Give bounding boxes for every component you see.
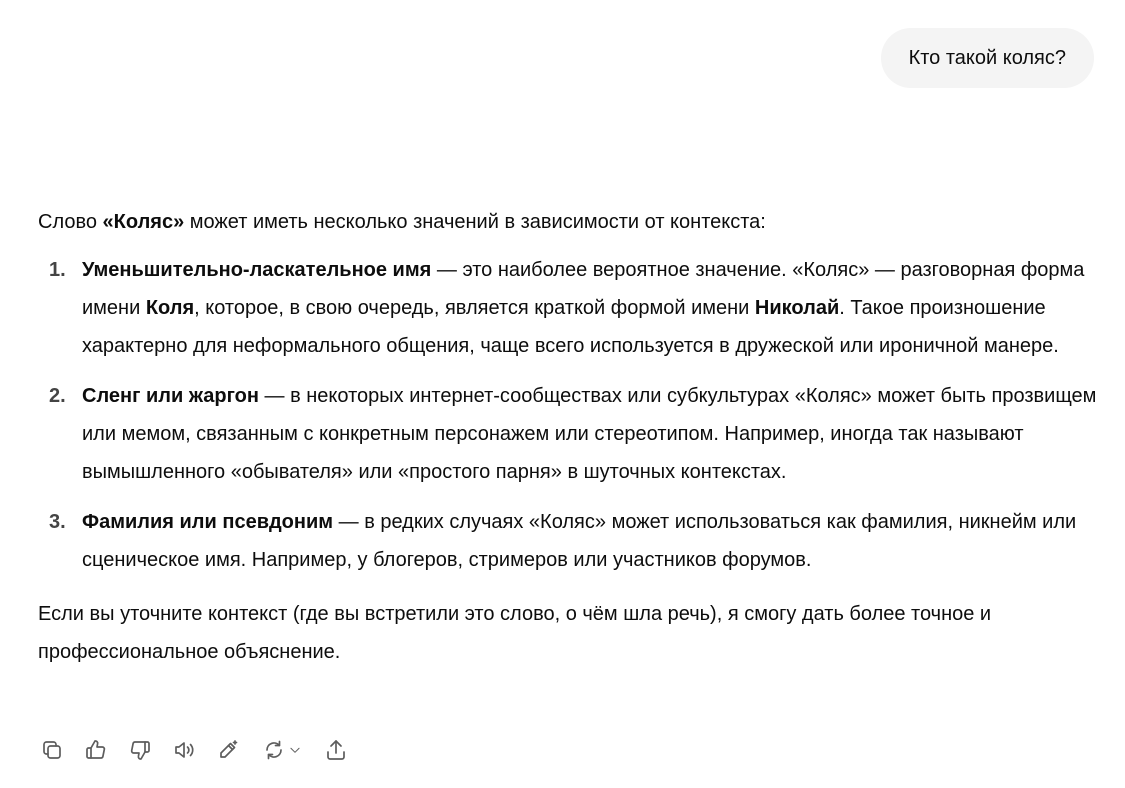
regenerate-button[interactable] [258,736,306,764]
answer-intro-pre: Слово [38,211,103,233]
list-item-text: , которое, в свою очередь, является краткой формой имени [194,297,755,319]
list-item-number: 1. [49,259,66,281]
list-item-bold-text: Николай [754,297,840,319]
list-item-number: 3. [49,511,66,533]
answer-list-item [38,377,1098,491]
share-icon [324,738,348,762]
list-item-text: — в редких случаях «Коляс» может использоваться как фамилия, никнейм или сценическое имя. Например, у блогеров, стримеров или участников форумов. [82,511,1077,571]
thumbs-down-icon [128,738,152,762]
edit-icon [216,738,240,762]
good-response-button[interactable] [82,736,110,764]
list-item-bold-text: Сленг или жаргон [82,385,259,407]
answer-intro [38,203,1098,241]
bad-response-button[interactable] [126,736,154,764]
list-item-text: . Такое произношение характерно для неформального общения, чаще всего используется в дружеской или ироничной манере. [82,297,1059,357]
share-button[interactable] [322,736,350,764]
edit-button[interactable] [214,736,242,764]
copy-icon [40,738,64,762]
chevron-down-icon [288,743,302,757]
list-item-text: — это наиболее вероятное значение. «Коляс» — разговорная форма имени [82,259,1085,319]
list-item-bold-text: Уменьшительно-ласкательное имя [82,259,432,281]
answer-list-item [38,503,1098,579]
user-message-text: Кто такой коляс? [908,47,1066,69]
list-item-number: 2. [49,385,66,407]
thumbs-up-icon [84,738,108,762]
user-message-bubble [881,28,1094,88]
answer-intro-post: может иметь несколько значений в зависимости от контекста: [184,211,766,233]
answer-outro: Если вы уточните контекст (где вы встретили это слово, о чём шла речь), я смогу дать более точное и профессиональное объяснение. [38,603,992,663]
copy-button[interactable] [38,736,66,764]
regenerate-icon [262,738,286,762]
list-item-text: — в некоторых интернет-сообществах или субкультурах «Коляс» может быть прозвищем или мемом, связанным с конкретным персонажем или стереотипом. Например, иногда так называют вымышленного «обывателя» или «простого парня» в шуточных контекстах. [82,385,1097,483]
read-aloud-icon [172,738,196,762]
list-item-bold-text: Фамилия или псевдоним [82,511,334,533]
assistant-answer [38,203,1098,671]
message-actions-bar [38,736,366,764]
list-item-bold-text: Коля [145,297,195,319]
read-aloud-button[interactable] [170,736,198,764]
answer-list-item [38,251,1098,365]
answer-intro-term: «Коляс» [102,211,185,233]
answer-list [38,251,1098,579]
